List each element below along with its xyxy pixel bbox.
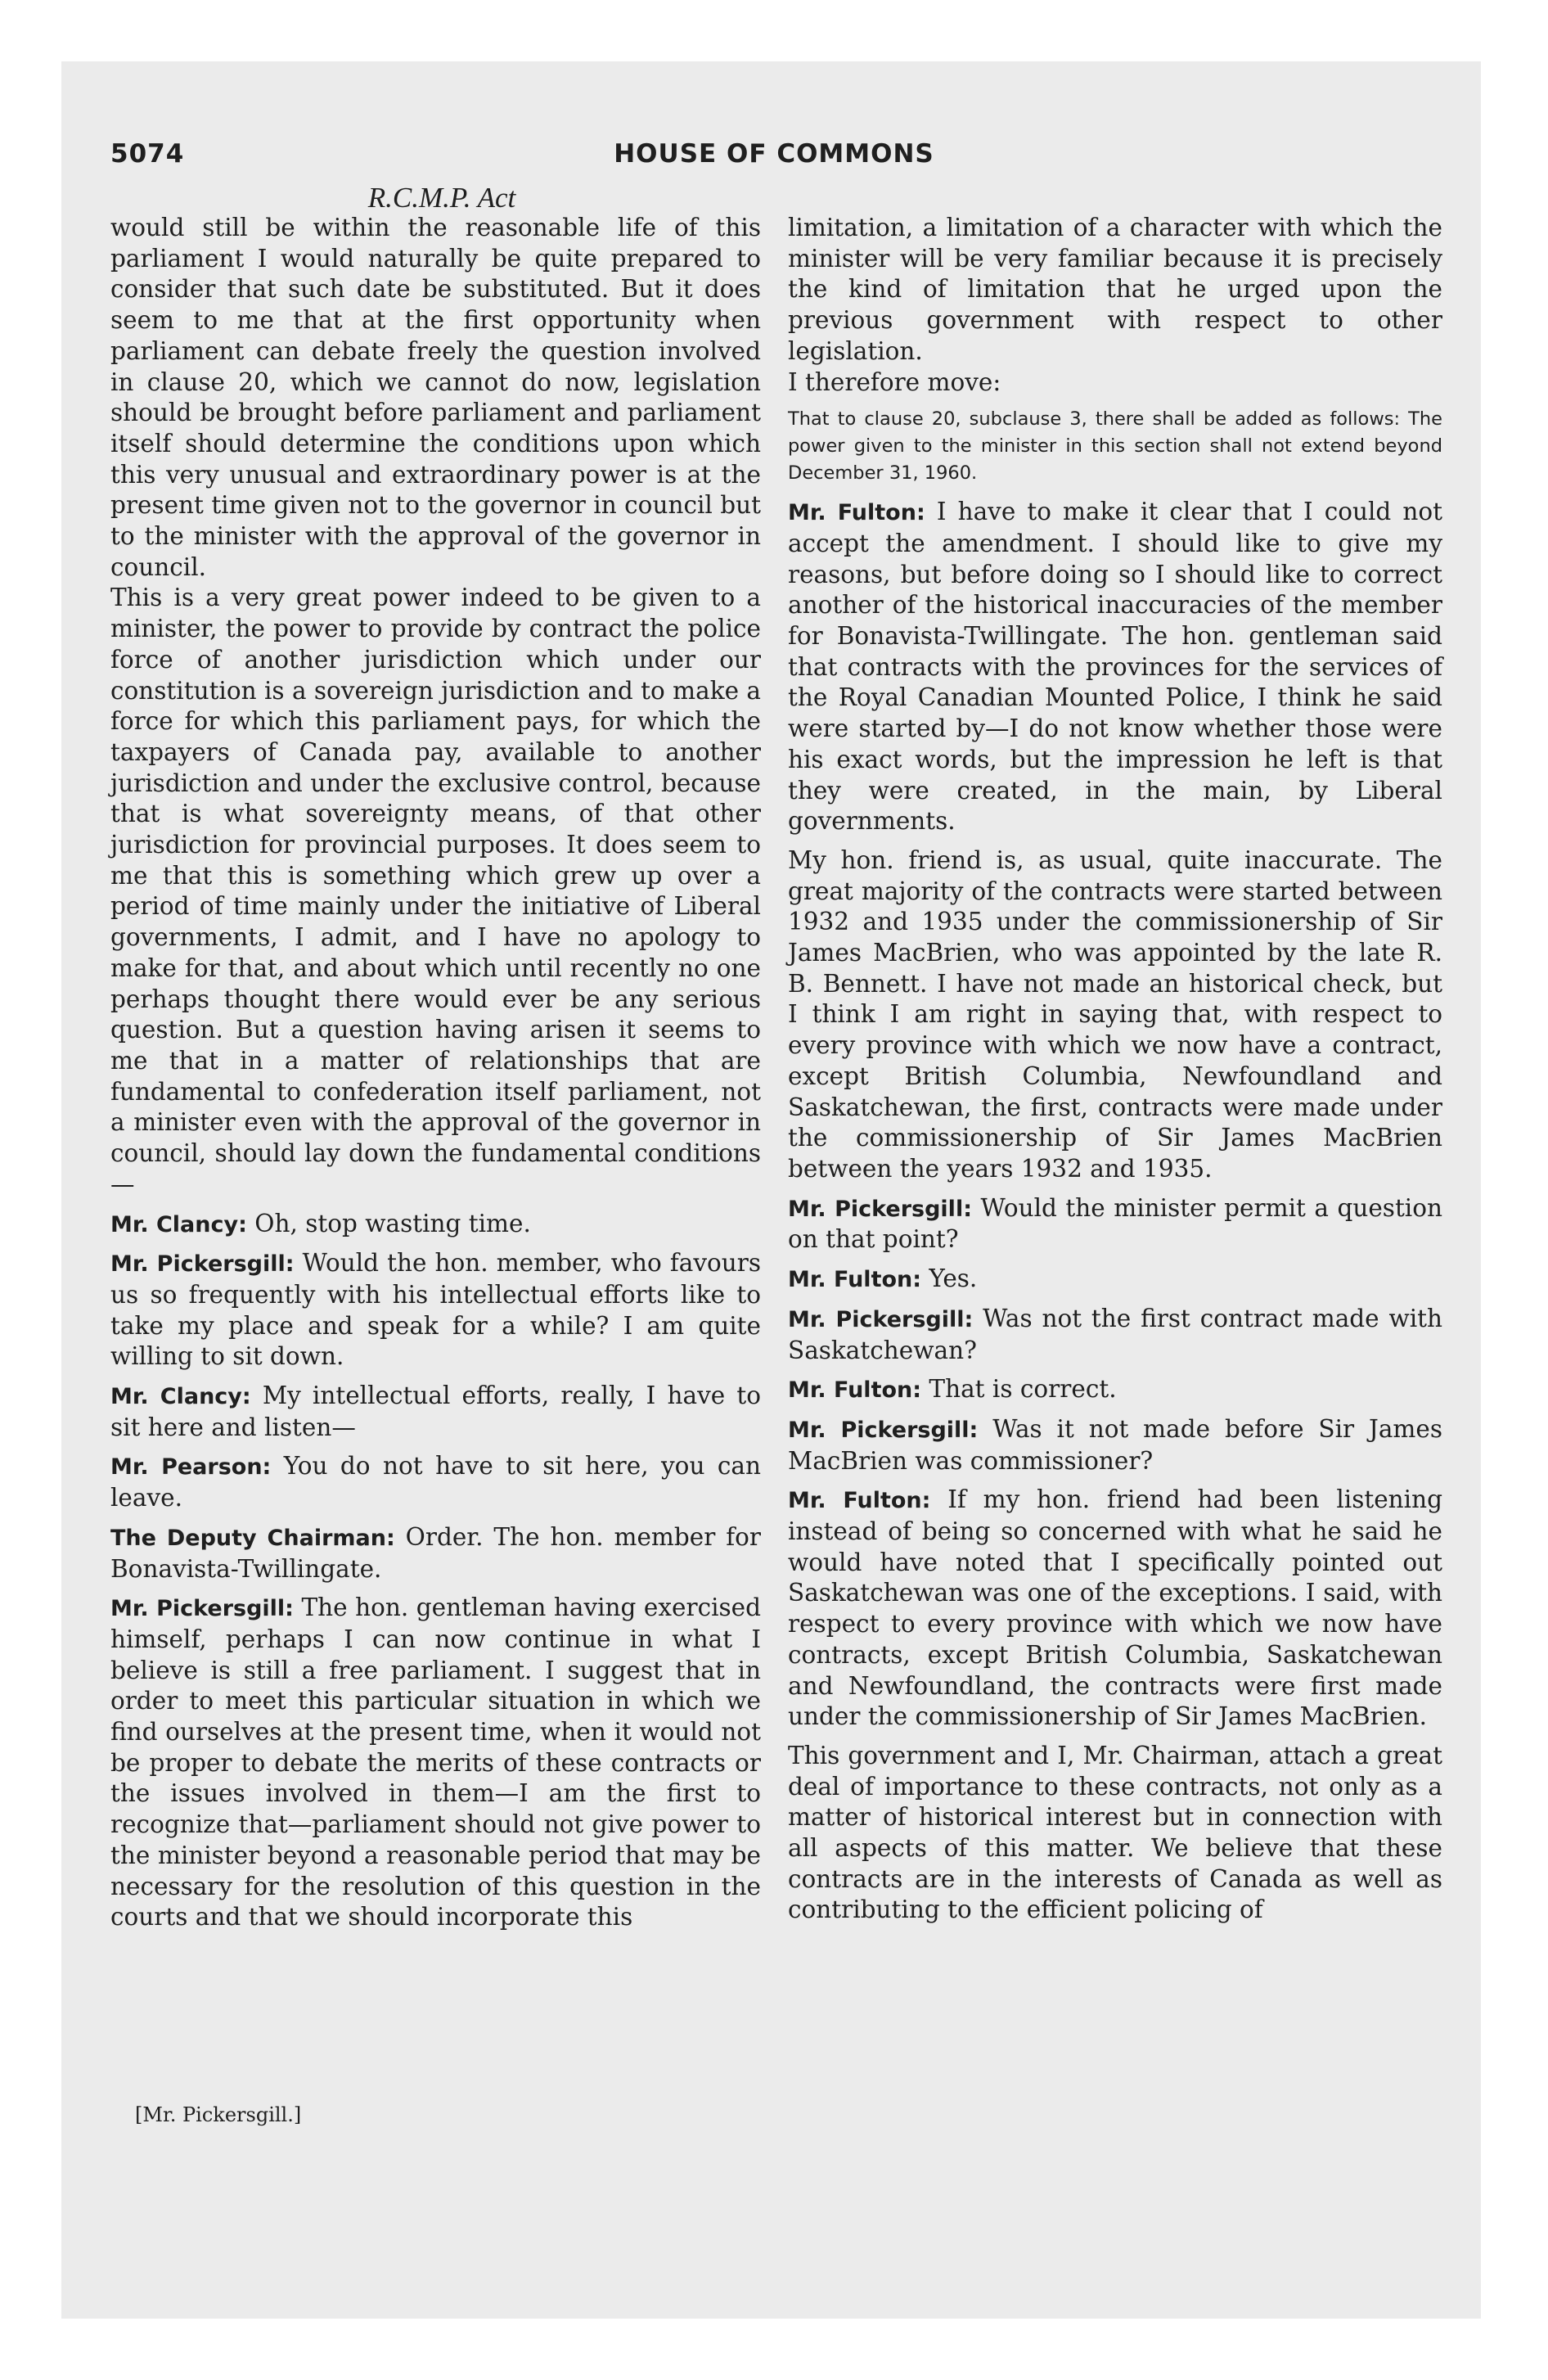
motion-text: That to clause 20, subclause 3, there shall be added as follows: The power given to the minister in this section shall not extend beyond December 31, 1960.: [788, 408, 1442, 485]
page-number: 5074: [110, 139, 185, 169]
speaker-name: Mr. Fulton:: [788, 1488, 931, 1514]
speech: [110, 1248, 761, 1373]
speaker-name: Mr. Pearson:: [110, 1454, 272, 1481]
speech: [788, 1485, 1442, 1733]
paragraph: My hon. friend is, as usual, quite inaccurate. The great majority of the contracts were started between 1932 and 1935 under the commissionership of Sir James MacBrien, who was appointed by the late R. B. Bennett. I have not made an historical check, but I think I am right in saying that, with respect to every province with which we now have a contract, except British Columbia, Newfoundland and Saskatchewan, the first, contracts were made under the commissionership of Sir James MacBrien between the years 1932 and 1935.: [788, 845, 1442, 1183]
speech-text: Oh, stop wasting time.: [246, 1209, 531, 1237]
speaker-name: Mr. Fulton:: [788, 500, 925, 526]
speech-text: That is correct.: [921, 1375, 1117, 1404]
right-column: [788, 213, 1442, 1926]
speech-text: Would the minister permit a question on that point?: [788, 1193, 1442, 1254]
speech-text: Yes.: [921, 1264, 978, 1293]
speech-text: Would the hon. member, who favours us so frequently with his intellectual efforts like to take my place and speak for a while? I am quite willing to sit down.: [110, 1249, 762, 1371]
paragraph: limitation, a limitation of a character with which the minister will be very familiar because it is precisely the kind of limitation that he urged upon the previous government with respect to other legislation.: [788, 214, 1442, 365]
paragraph: I therefore move:: [788, 367, 1001, 396]
speech-text: Was it not made before Sir James MacBrien was commissioner?: [788, 1414, 1442, 1475]
running-title: HOUSE OF COMMONS: [614, 139, 934, 169]
speech-text: Order. The hon. member for Bonavista-Twillingate.: [110, 1522, 761, 1583]
speech-text: My intellectual efforts, really, I have to sit here and listen—: [110, 1382, 761, 1441]
speech: [110, 1381, 761, 1443]
footer-note: [Mr. Pickersgill.]: [135, 2103, 302, 2126]
speech-text: The hon. gentleman having exercised himself, perhaps I can now continue in what I believe is still a free parliament. I suggest that in order to meet this particular situation in which we find ourselves at the present time, when it would not be proper to debate the merits of these contracts or the issues involved in them—I am the first to recognize that—parliament should not give power to the minister beyond a reasonable period that may be necessary for the resolution of this question in the courts and that we should incorporate this: [110, 1593, 762, 1931]
speech: [788, 1414, 1442, 1476]
speaker-name: Mr. Pickersgill:: [788, 1196, 972, 1222]
speech: [110, 1451, 761, 1513]
speech-text: I have to make it clear that I could not accept the amendment. I should like to give my reasons, but before doing so I should like to correct another of the historical inaccuracies of the member for Bonavista-Twillingate. The hon. gentleman said that contracts with the provinces for the services of the Royal Canadian Mounted Police, I think he said were started by—I do not know whether those were his exact words, but the impression he left is that they were created, in the main, by Liberal governments.: [788, 498, 1442, 836]
speaker-name: Mr. Clancy:: [110, 1211, 247, 1237]
speaker-name: Mr. Pickersgill:: [788, 1417, 979, 1443]
speaker-name: Mr. Fulton:: [788, 1377, 922, 1404]
speech: [788, 1264, 1442, 1296]
speech: [788, 1193, 1442, 1255]
speaker-name: Mr. Pickersgill:: [110, 1251, 295, 1278]
speaker-name: The Deputy Chairman:: [110, 1525, 395, 1551]
speaker-name: Mr. Pickersgill:: [788, 1306, 974, 1332]
speaker-name: Mr. Fulton:: [788, 1267, 922, 1293]
speaker-name: Mr. Pickersgill:: [110, 1596, 294, 1622]
left-column: [110, 213, 761, 1933]
paragraph: would still be within the reasonable life of this parliament I would naturally be quite prepared to consider that such date be substituted. But it does seem to me that at the first opportunity when parliament can debate freely the question involved in clause 20, which we cannot do now, legislation should be brought before parliament and parliament itself should determine the conditions upon which this very unusual and extraordinary power is at the present time given not to the governor in council but to the minister with the approval of the governor in council.: [110, 214, 761, 581]
speech-text: If my hon. friend had been listening instead of being so concerned with what he said he would have noted that I specifically pointed out Saskatchewan was one of the exceptions. I said, with respect to every province with which we now have contracts, except British Columbia, Saskatchewan and Newfoundland, the contracts were first made under the commissionership of Sir James MacBrien.: [788, 1485, 1442, 1731]
speech-text: Was not the first contract made with Saskatchewan?: [788, 1304, 1443, 1364]
speaker-name: Mr. Clancy:: [110, 1384, 251, 1410]
speech: [110, 1593, 761, 1933]
speech: [110, 1522, 761, 1584]
speech: [788, 1374, 1442, 1406]
speech: [788, 1304, 1442, 1366]
speech-text: You do not have to sit here, you can leave.: [110, 1452, 761, 1512]
section-title: R.C.M.P. Act: [367, 182, 516, 214]
speech: [110, 1209, 761, 1241]
speech: [788, 497, 1442, 837]
paragraph: This government and I, Mr. Chairman, attach a great deal of importance to these contracts, not only as a matter of historical interest but in connection with all aspects of this matter. We believe that these contracts are in the interests of Canada as well as contributing to the efficient policing of: [788, 1741, 1442, 1924]
paragraph: This is a very great power indeed to be given to a minister, the power to provide by contract the police force of another jurisdiction which under our constitution is a sovereign jurisdiction and to make a force for which this parliament pays, for which the taxpayers of Canada pay, available to another jurisdiction and under the exclusive control, because that is what sovereignty means, of that other jurisdiction for provincial purposes. It does seem to me that this is something which grew up over a period of time mainly under the initiative of Liberal governments, I admit, and I have no apology to make for that, and about which until recently no one perhaps thought there would ever be any serious question. But a question having arisen it seems to me that in a matter of relationships that are fundamental to confederation itself parliament, not a minister even with the approval of the governor in council, should lay down the fundamental conditions—: [110, 584, 761, 1198]
